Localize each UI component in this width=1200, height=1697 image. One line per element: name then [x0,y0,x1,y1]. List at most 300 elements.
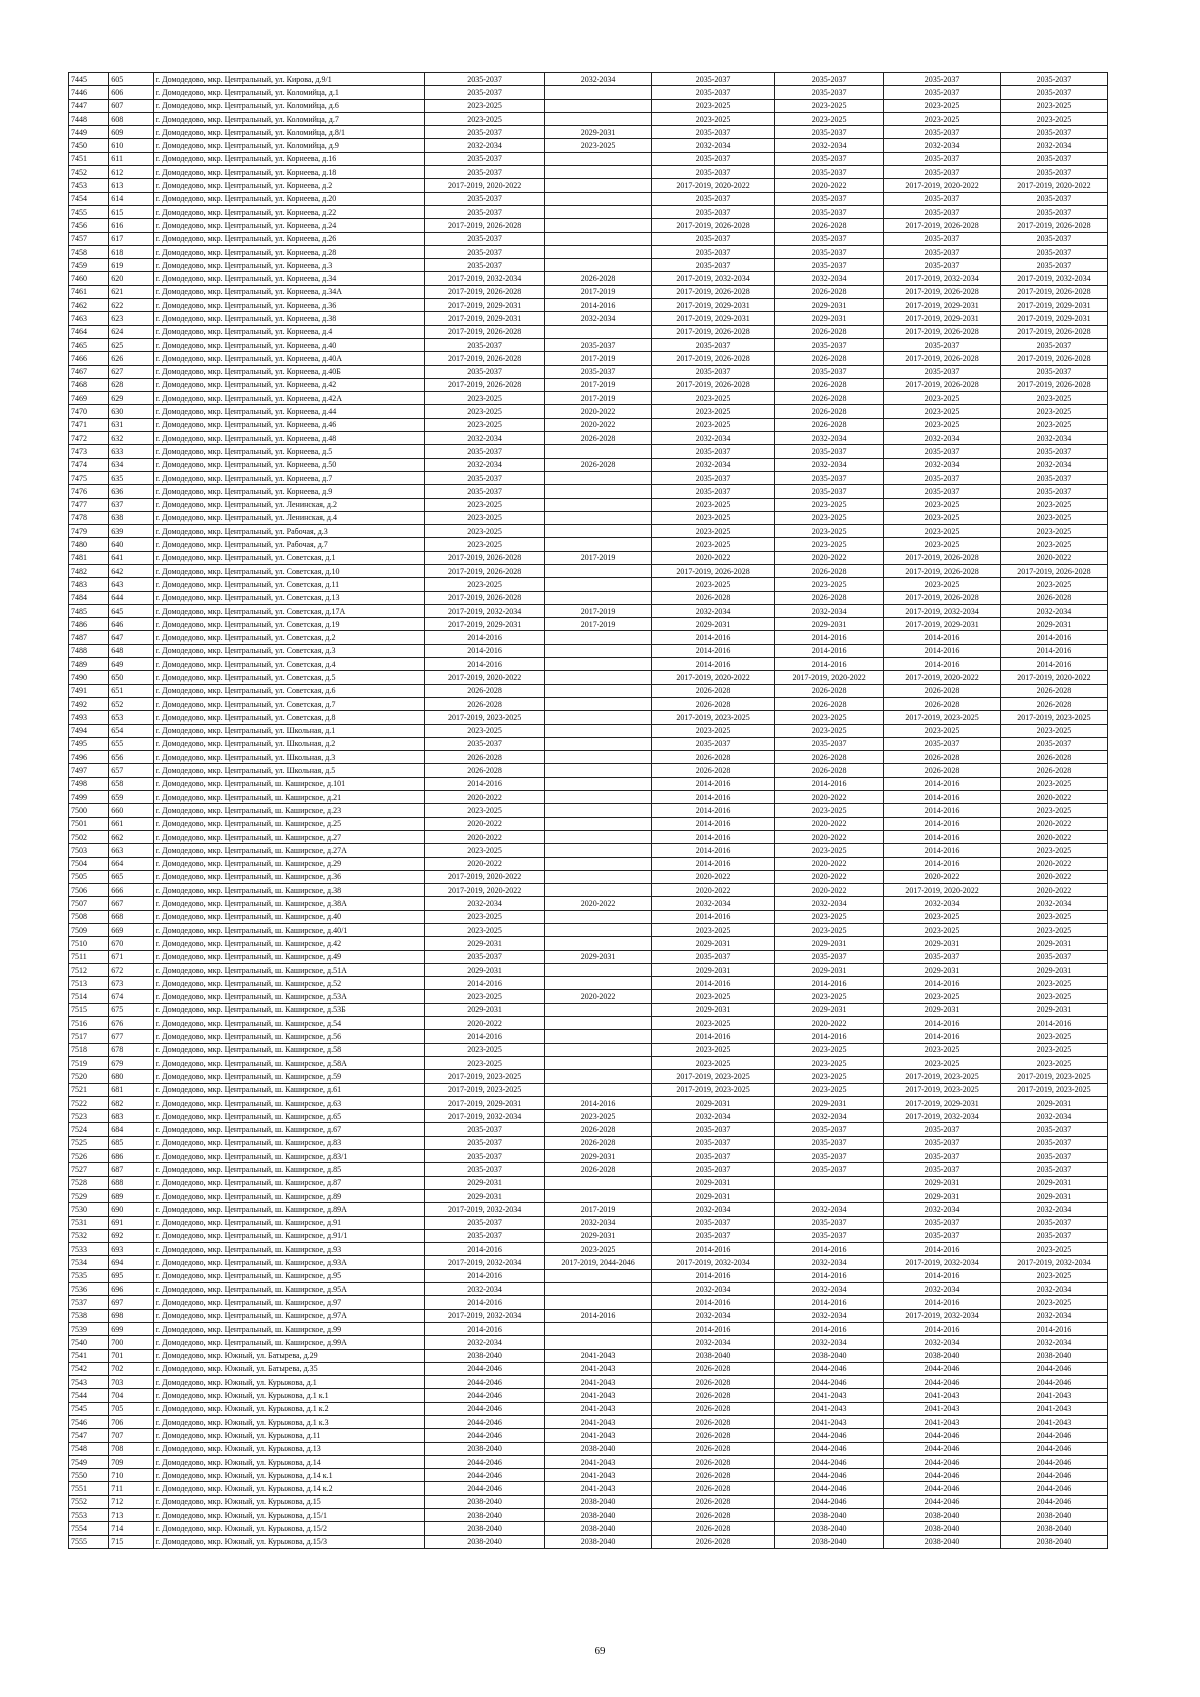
period-cell-2 [545,791,652,804]
period-cell-4: 2026-2028 [775,564,884,577]
row-number-cell: 7464 [69,325,109,338]
row-number-cell: 7516 [69,1017,109,1030]
period-cell-5: 2014-2016 [884,830,1001,843]
address-cell: г. Домодедово, мкр. Центральный, ш. Каширское, д.49 [153,950,424,963]
period-cell-6: 2035-2037 [1000,471,1107,484]
period-cell-5: 2017-2019, 2026-2028 [884,285,1001,298]
table-row [69,990,1108,1003]
period-cell-1: 2032-2034 [425,1283,545,1296]
period-cell-3: 2020-2022 [652,884,775,897]
period-cell-4: 2026-2028 [775,285,884,298]
period-cell-1: 2017-2019, 2020-2022 [425,884,545,897]
period-cell-3: 2035-2037 [652,737,775,750]
period-cell-1: 2026-2028 [425,764,545,777]
period-cell-2: 2017-2019 [545,1203,652,1216]
table-row [69,312,1108,325]
period-cell-5: 2014-2016 [884,658,1001,671]
period-cell-5: 2017-2019, 2029-2031 [884,1096,1001,1109]
row-number-cell: 7467 [69,365,109,378]
period-cell-1: 2017-2019, 2032-2034 [425,1309,545,1322]
period-cell-4: 2035-2037 [775,338,884,351]
address-cell: г. Домодедово, мкр. Центральный, ш. Каширское, д.65 [153,1110,424,1123]
address-cell: г. Домодедово, мкр. Центральный, ул. Коломийца, д.8/1 [153,126,424,139]
period-cell-2 [545,259,652,272]
address-cell: г. Домодедово, мкр. Центральный, ул. Советская, д.3 [153,644,424,657]
period-cell-6: 2044-2046 [1000,1442,1107,1455]
period-cell-4: 2041-2043 [775,1389,884,1402]
period-cell-6: 2035-2037 [1000,1216,1107,1229]
row-number-cell: 7457 [69,232,109,245]
period-cell-6: 2023-2025 [1000,538,1107,551]
period-cell-3: 2026-2028 [652,1469,775,1482]
row-number-cell: 7494 [69,724,109,737]
item-number-cell: 635 [109,471,154,484]
period-cell-4: 2020-2022 [775,817,884,830]
period-cell-3: 2023-2025 [652,538,775,551]
period-cell-2 [545,86,652,99]
period-cell-2: 2023-2025 [545,139,652,152]
period-cell-5: 2035-2037 [884,86,1001,99]
period-cell-3: 2026-2028 [652,1415,775,1428]
row-number-cell: 7500 [69,804,109,817]
item-number-cell: 703 [109,1376,154,1389]
item-number-cell: 651 [109,684,154,697]
row-number-cell: 7466 [69,352,109,365]
item-number-cell: 634 [109,458,154,471]
period-cell-5: 2017-2019, 2023-2025 [884,1070,1001,1083]
period-cell-2 [545,485,652,498]
item-number-cell: 615 [109,205,154,218]
period-cell-3: 2032-2034 [652,1309,775,1322]
period-cell-5: 2017-2019, 2023-2025 [884,1083,1001,1096]
period-cell-4: 2020-2022 [775,884,884,897]
period-cell-3: 2026-2028 [652,1389,775,1402]
item-number-cell: 619 [109,259,154,272]
row-number-cell: 7518 [69,1043,109,1056]
row-number-cell: 7546 [69,1415,109,1428]
address-cell: г. Домодедово, мкр. Центральный, ш. Каширское, д.61 [153,1083,424,1096]
period-cell-6: 2017-2019, 2032-2034 [1000,1256,1107,1269]
row-number-cell: 7485 [69,604,109,617]
row-number-cell: 7505 [69,870,109,883]
period-cell-2 [545,192,652,205]
row-number-cell: 7514 [69,990,109,1003]
period-cell-4: 2032-2034 [775,1256,884,1269]
period-cell-3: 2014-2016 [652,804,775,817]
address-cell: г. Домодедово, мкр. Центральный, ул. Корнеева, д.9 [153,485,424,498]
period-cell-5: 2032-2034 [884,432,1001,445]
address-cell: г. Домодедово, мкр. Центральный, ул. Корнеева, д.40А [153,352,424,365]
table-row [69,179,1108,192]
period-cell-1: 2023-2025 [425,1043,545,1056]
period-cell-3: 2035-2037 [652,950,775,963]
table-row [69,365,1108,378]
period-cell-6: 2044-2046 [1000,1495,1107,1508]
period-cell-2 [545,525,652,538]
row-number-cell: 7511 [69,950,109,963]
table-row [69,844,1108,857]
item-number-cell: 680 [109,1070,154,1083]
period-cell-5: 2014-2016 [884,817,1001,830]
row-number-cell: 7459 [69,259,109,272]
item-number-cell: 644 [109,591,154,604]
period-cell-2 [545,724,652,737]
row-number-cell: 7480 [69,538,109,551]
period-cell-3: 2035-2037 [652,205,775,218]
period-cell-2 [545,884,652,897]
table-row [69,1110,1108,1123]
period-cell-2 [545,219,652,232]
row-number-cell: 7463 [69,312,109,325]
period-cell-2 [545,1176,652,1189]
period-cell-6: 2044-2046 [1000,1469,1107,1482]
row-number-cell: 7478 [69,511,109,524]
period-cell-3: 2017-2019, 2026-2028 [652,219,775,232]
period-cell-2: 2026-2028 [545,432,652,445]
item-number-cell: 686 [109,1150,154,1163]
address-cell: г. Домодедово, мкр. Центральный, ш. Каширское, д.89А [153,1203,424,1216]
period-cell-6: 2020-2022 [1000,870,1107,883]
period-cell-2 [545,445,652,458]
period-cell-3: 2017-2019, 2029-2031 [652,299,775,312]
row-number-cell: 7515 [69,1003,109,1016]
period-cell-4: 2014-2016 [775,644,884,657]
period-cell-4: 2014-2016 [775,631,884,644]
period-cell-6: 2020-2022 [1000,884,1107,897]
address-cell: г. Домодедово, мкр. Центральный, ул. Коломийца, д.9 [153,139,424,152]
period-cell-3: 2014-2016 [652,1296,775,1309]
period-cell-4: 2014-2016 [775,977,884,990]
row-number-cell: 7491 [69,684,109,697]
period-cell-2: 2041-2043 [545,1469,652,1482]
table-row [69,711,1108,724]
row-number-cell: 7506 [69,884,109,897]
address-cell: г. Домодедово, мкр. Центральный, ул. Корнеева, д.26 [153,232,424,245]
period-cell-6: 2023-2025 [1000,511,1107,524]
period-cell-1: 2023-2025 [425,511,545,524]
period-cell-3: 2035-2037 [652,1150,775,1163]
period-cell-5: 2038-2040 [884,1509,1001,1522]
period-cell-5: 2023-2025 [884,99,1001,112]
row-number-cell: 7495 [69,737,109,750]
period-cell-1: 2014-2016 [425,1030,545,1043]
period-cell-3: 2014-2016 [652,658,775,671]
table-row [69,897,1108,910]
item-number-cell: 643 [109,578,154,591]
period-cell-1: 2035-2037 [425,1136,545,1149]
period-cell-4: 2026-2028 [775,418,884,431]
item-number-cell: 649 [109,658,154,671]
period-cell-4: 2023-2025 [775,1043,884,1056]
period-cell-1: 2017-2019, 2023-2025 [425,1070,545,1083]
period-cell-5: 2035-2037 [884,126,1001,139]
period-cell-6: 2014-2016 [1000,631,1107,644]
table-row [69,1176,1108,1189]
period-cell-6: 2023-2025 [1000,844,1107,857]
table-row [69,751,1108,764]
item-number-cell: 660 [109,804,154,817]
period-cell-3: 2017-2019, 2020-2022 [652,671,775,684]
item-number-cell: 675 [109,1003,154,1016]
address-cell: г. Домодедово, мкр. Центральный, ул. Корнеева, д.36 [153,299,424,312]
item-number-cell: 610 [109,139,154,152]
item-number-cell: 627 [109,365,154,378]
item-number-cell: 664 [109,857,154,870]
table-row [69,551,1108,564]
period-cell-5: 2014-2016 [884,977,1001,990]
period-cell-5: 2032-2034 [884,1203,1001,1216]
period-cell-3: 2023-2025 [652,511,775,524]
period-cell-5: 2017-2019, 2020-2022 [884,671,1001,684]
period-cell-5: 2017-2019, 2026-2028 [884,378,1001,391]
row-number-cell: 7522 [69,1096,109,1109]
address-cell: г. Домодедово, мкр. Центральный, ул. Корнеева, д.20 [153,192,424,205]
period-cell-4: 2023-2025 [775,711,884,724]
period-cell-3: 2035-2037 [652,259,775,272]
table-row [69,1442,1108,1455]
address-cell: г. Домодедово, мкр. Центральный, ул. Кирова, д.9/1 [153,73,424,86]
period-cell-6: 2023-2025 [1000,392,1107,405]
period-cell-1: 2044-2046 [425,1469,545,1482]
address-cell: г. Домодедово, мкр. Центральный, ш. Каширское, д.51А [153,963,424,976]
period-cell-4: 2044-2046 [775,1376,884,1389]
period-cell-2 [545,1083,652,1096]
period-cell-3: 2017-2019, 2029-2031 [652,312,775,325]
period-cell-2: 2017-2019 [545,551,652,564]
period-cell-5: 2017-2019, 2026-2028 [884,564,1001,577]
item-number-cell: 691 [109,1216,154,1229]
period-cell-6: 2038-2040 [1000,1509,1107,1522]
period-cell-2: 2041-2043 [545,1376,652,1389]
table-row [69,112,1108,125]
period-cell-4: 2035-2037 [775,245,884,258]
period-cell-1: 2035-2037 [425,1150,545,1163]
period-cell-2: 2017-2019 [545,285,652,298]
address-cell: г. Домодедово, мкр. Центральный, ш. Каширское, д.95 [153,1269,424,1282]
period-cell-6: 2035-2037 [1000,192,1107,205]
period-cell-2: 2041-2043 [545,1402,652,1415]
address-cell: г. Домодедово, мкр. Центральный, ул. Советская, д.7 [153,697,424,710]
period-cell-1: 2044-2046 [425,1402,545,1415]
table-row [69,1030,1108,1043]
period-cell-3: 2026-2028 [652,1376,775,1389]
period-cell-4: 2029-2031 [775,299,884,312]
period-cell-1: 2038-2040 [425,1522,545,1535]
period-cell-6: 2029-2031 [1000,1096,1107,1109]
period-cell-4: 2014-2016 [775,1322,884,1335]
period-cell-5: 2044-2046 [884,1376,1001,1389]
address-cell: г. Домодедово, мкр. Центральный, ш. Каширское, д.53А [153,990,424,1003]
row-number-cell: 7528 [69,1176,109,1189]
period-cell-3: 2014-2016 [652,1243,775,1256]
period-cell-1: 2029-2031 [425,1003,545,1016]
table-row [69,1509,1108,1522]
period-cell-6: 2023-2025 [1000,525,1107,538]
period-cell-1: 2044-2046 [425,1362,545,1375]
row-number-cell: 7555 [69,1535,109,1548]
period-cell-4: 2023-2025 [775,112,884,125]
row-number-cell: 7517 [69,1030,109,1043]
period-cell-5: 2017-2019, 2026-2028 [884,352,1001,365]
period-cell-4: 2032-2034 [775,458,884,471]
row-number-cell: 7524 [69,1123,109,1136]
row-number-cell: 7504 [69,857,109,870]
period-cell-2: 2038-2040 [545,1522,652,1535]
table-row [69,1203,1108,1216]
table-row [69,937,1108,950]
item-number-cell: 676 [109,1017,154,1030]
period-cell-3: 2014-2016 [652,1269,775,1282]
period-cell-4: 2023-2025 [775,990,884,1003]
period-cell-6: 2023-2025 [1000,498,1107,511]
period-cell-1: 2017-2019, 2026-2028 [425,285,545,298]
period-cell-5: 2044-2046 [884,1455,1001,1468]
item-number-cell: 687 [109,1163,154,1176]
period-cell-2: 2035-2037 [545,365,652,378]
row-number-cell: 7552 [69,1495,109,1508]
period-cell-2 [545,1269,652,1282]
table-row [69,1402,1108,1415]
row-number-cell: 7531 [69,1216,109,1229]
item-number-cell: 653 [109,711,154,724]
table-row [69,259,1108,272]
row-number-cell: 7479 [69,525,109,538]
item-number-cell: 694 [109,1256,154,1269]
period-cell-6: 2035-2037 [1000,1163,1107,1176]
period-cell-4: 2035-2037 [775,471,884,484]
item-number-cell: 641 [109,551,154,564]
row-number-cell: 7487 [69,631,109,644]
period-cell-1: 2035-2037 [425,1123,545,1136]
table-row [69,1163,1108,1176]
period-cell-6: 2035-2037 [1000,485,1107,498]
period-cell-4: 2044-2046 [775,1429,884,1442]
period-cell-4: 2035-2037 [775,1163,884,1176]
item-number-cell: 623 [109,312,154,325]
period-cell-1: 2017-2019, 2026-2028 [425,378,545,391]
address-cell: г. Домодедово, мкр. Центральный, ш. Каширское, д.29 [153,857,424,870]
row-number-cell: 7458 [69,245,109,258]
period-cell-2 [545,658,652,671]
table-row [69,618,1108,631]
table-row [69,1056,1108,1069]
period-cell-4: 2035-2037 [775,737,884,750]
period-cell-6: 2032-2034 [1000,432,1107,445]
period-cell-5: 2014-2016 [884,844,1001,857]
period-cell-1: 2035-2037 [425,1229,545,1242]
row-number-cell: 7496 [69,751,109,764]
period-cell-4: 2023-2025 [775,1070,884,1083]
item-number-cell: 657 [109,764,154,777]
period-cell-2: 2032-2034 [545,1216,652,1229]
item-number-cell: 624 [109,325,154,338]
period-cell-5: 2023-2025 [884,1043,1001,1056]
table-row [69,1349,1108,1362]
row-number-cell: 7544 [69,1389,109,1402]
item-number-cell: 679 [109,1056,154,1069]
period-cell-3: 2032-2034 [652,458,775,471]
row-number-cell: 7461 [69,285,109,298]
row-number-cell: 7475 [69,471,109,484]
period-cell-3: 2017-2019, 2032-2034 [652,272,775,285]
item-number-cell: 713 [109,1509,154,1522]
period-cell-4: 2026-2028 [775,219,884,232]
period-cell-2: 2041-2043 [545,1362,652,1375]
period-cell-1: 2035-2037 [425,950,545,963]
period-cell-1: 2017-2019, 2023-2025 [425,1083,545,1096]
row-number-cell: 7470 [69,405,109,418]
period-cell-3: 2026-2028 [652,751,775,764]
period-cell-3: 2017-2019, 2026-2028 [652,352,775,365]
period-cell-5: 2035-2037 [884,1163,1001,1176]
period-cell-5: 2023-2025 [884,924,1001,937]
period-cell-6: 2035-2037 [1000,737,1107,750]
table-row [69,378,1108,391]
table-row [69,1083,1108,1096]
period-cell-2 [545,99,652,112]
period-cell-6: 2029-2031 [1000,1189,1107,1202]
address-cell: г. Домодедово, мкр. Центральный, ш. Каширское, д.97 [153,1296,424,1309]
period-cell-6: 2044-2046 [1000,1455,1107,1468]
address-cell: г. Домодедово, мкр. Центральный, ул. Корнеева, д.48 [153,432,424,445]
period-cell-5: 2041-2043 [884,1415,1001,1428]
row-number-cell: 7481 [69,551,109,564]
row-number-cell: 7551 [69,1482,109,1495]
period-cell-3: 2026-2028 [652,697,775,710]
item-number-cell: 714 [109,1522,154,1535]
item-number-cell: 704 [109,1389,154,1402]
item-number-cell: 706 [109,1415,154,1428]
item-number-cell: 629 [109,392,154,405]
table-row [69,1096,1108,1109]
item-number-cell: 613 [109,179,154,192]
period-cell-2: 2041-2043 [545,1349,652,1362]
period-cell-6: 2023-2025 [1000,112,1107,125]
address-cell: г. Домодедово, мкр. Южный, ул. Курыжова, д.15/2 [153,1522,424,1535]
period-cell-4: 2035-2037 [775,950,884,963]
period-cell-1: 2017-2019, 2032-2034 [425,1203,545,1216]
row-number-cell: 7541 [69,1349,109,1362]
period-cell-1: 2017-2019, 2029-2031 [425,299,545,312]
period-cell-2 [545,166,652,179]
row-number-cell: 7520 [69,1070,109,1083]
table-row [69,737,1108,750]
period-cell-6: 2017-2019, 2029-2031 [1000,312,1107,325]
address-cell: г. Домодедово, мкр. Центральный, ул. Советская, д.5 [153,671,424,684]
period-cell-5: 2029-2031 [884,1003,1001,1016]
table-row [69,1017,1108,1030]
row-number-cell: 7543 [69,1376,109,1389]
period-cell-5: 2023-2025 [884,990,1001,1003]
period-cell-4: 2044-2046 [775,1455,884,1468]
period-cell-3: 2035-2037 [652,86,775,99]
period-cell-6: 2020-2022 [1000,817,1107,830]
row-number-cell: 7530 [69,1203,109,1216]
table-row [69,99,1108,112]
period-cell-6: 2041-2043 [1000,1415,1107,1428]
period-cell-6: 2044-2046 [1000,1362,1107,1375]
period-cell-5: 2041-2043 [884,1402,1001,1415]
address-cell: г. Домодедово, мкр. Центральный, ш. Каширское, д.25 [153,817,424,830]
item-number-cell: 702 [109,1362,154,1375]
period-cell-2: 2026-2028 [545,272,652,285]
period-cell-1: 2044-2046 [425,1455,545,1468]
address-cell: г. Домодедово, мкр. Центральный, ул. Советская, д.4 [153,658,424,671]
period-cell-1: 2014-2016 [425,1296,545,1309]
item-number-cell: 711 [109,1482,154,1495]
period-cell-1: 2038-2040 [425,1442,545,1455]
period-cell-6: 2017-2019, 2026-2028 [1000,564,1107,577]
